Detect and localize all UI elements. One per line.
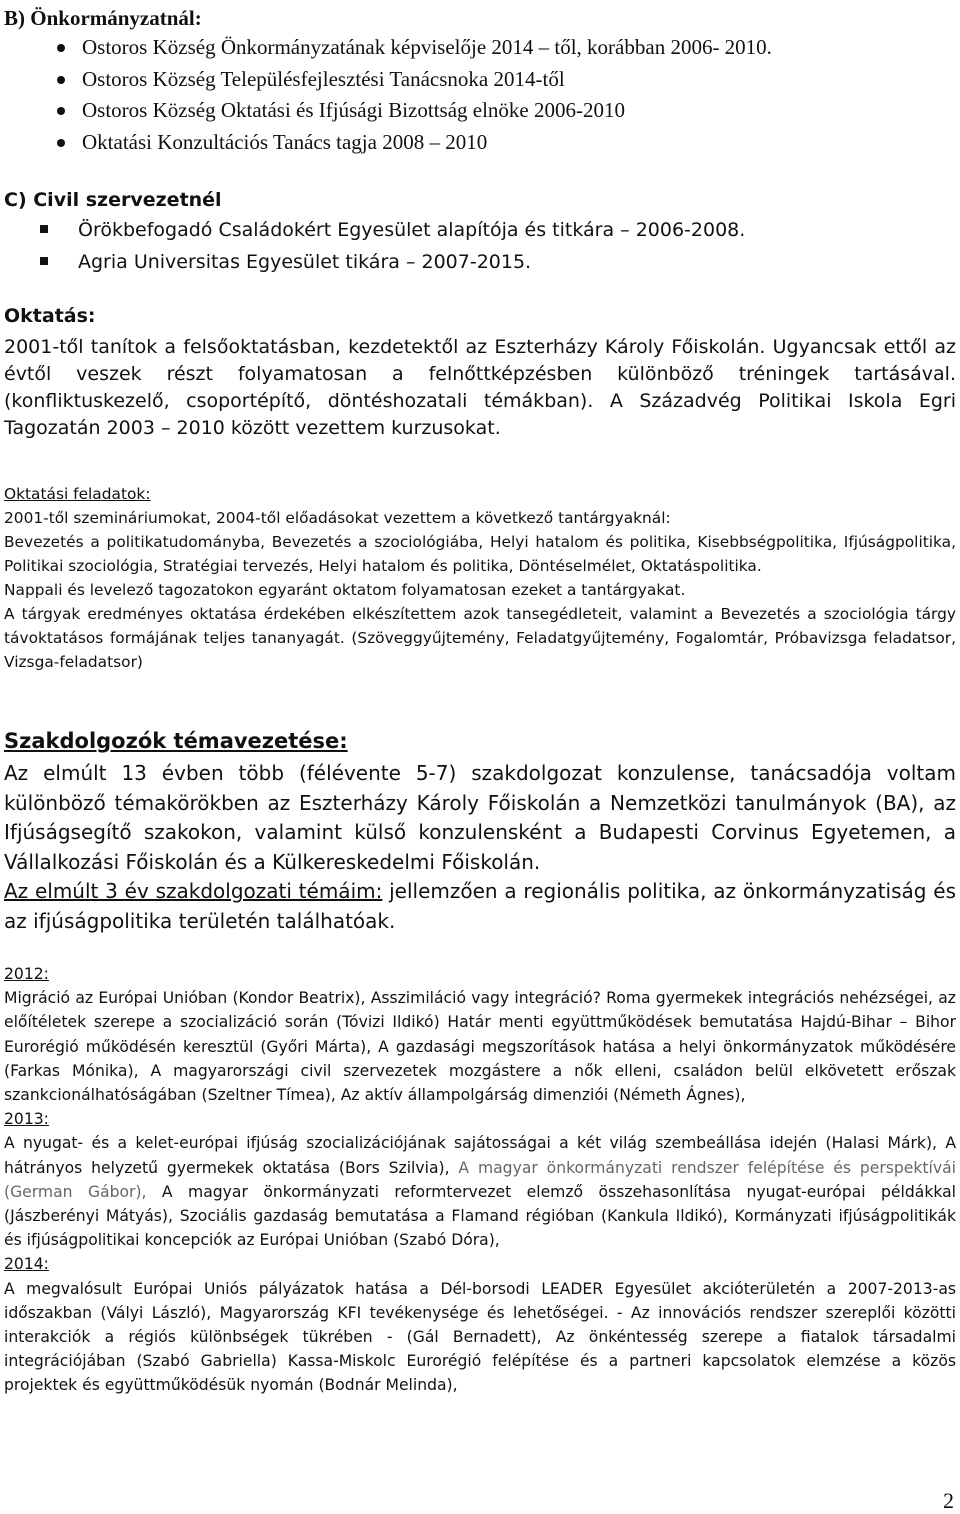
square-bullet-icon — [40, 225, 48, 233]
feladatok-paragraph: A tárgyak eredményes oktatása érdekében elkészítettem azok tansegédleteit, valamint a Bevezetés a szociológia tárgy távoktatásos formájának teljes tananyagát. (Szöveggyűjtemény, Feladatgyűjtemény, Fogalomtár, Próbavizsga feladatsor, Vizsga-feladatsor) — [4, 605, 956, 671]
themes-text: jellemzően a regionális politika, az önkormányzatiság és az ifjúságpolitika területén találhatóak. — [4, 879, 956, 933]
section-oktatas — [4, 302, 956, 442]
bullet-icon — [57, 44, 65, 52]
section-szakdolgozok — [4, 723, 956, 936]
year-heading: 2014: — [4, 1255, 49, 1274]
section-b — [4, 4, 956, 158]
year-theses: A megvalósult Európai Uniós pályázatok hatása a Dél-borsodi LEADER Egyesület akcióterületén a 2007-2013-as időszakban (Vályi László), Magyarország KFI tevékenysége és lehetőségei. - Az innovációs rendszer szereplői közötti interakciók a régiós különbségek tükrében - (Gál Bernadett), Az önkéntesség szerepe a fiatalok társadalmi integrációjában (Szabó Gabriella) Kassa-Miskolc Eurorégió felépítése és a partneri kapcsolatok elemzése a közös projektek és együttműködésük nyomán (Bodnár Melinda), — [4, 1279, 956, 1395]
section-feladatok — [4, 482, 956, 674]
section-c-heading: C) Civil szervezetnél — [4, 189, 222, 211]
themes-label: Az elmúlt 3 év szakdolgozati témáim: — [4, 879, 383, 903]
section-theses-by-year — [4, 962, 956, 1398]
year-heading: 2013: — [4, 1110, 49, 1129]
bullet-icon — [57, 76, 65, 84]
oktatas-body: 2001-től tanítok a felsőoktatásban, kezdetektől az Eszterházy Károly Főiskolán. Ugyancsak ettől az évtől veszek részt folyamatosan a felnőttképzésben különböző tréningek tartásával. (konfliktuskezelő, csoportépítő, döntéshozatali témákban). A Századvég Politikai Iskola Egri Tagozatán 2003 – 2010 között vezettem kurzusokat. — [4, 336, 956, 439]
feladatok-heading: Oktatási feladatok: — [4, 485, 151, 503]
square-bullet-icon — [40, 257, 48, 265]
section-c-list — [4, 214, 956, 278]
feladatok-paragraph: 2001-től szemináriumokat, 2004-től előadásokat vezettem a következő tantárgyaknál: — [4, 509, 671, 527]
year-theses: A nyugat- és a kelet-európai ifjúság szocializációjának sajátosságai a két világ szembeállása idején (Halasi Márk), A hátrányos helyzetű gyermekek oktatása (Bors Szilvia), A magyar önkormányzati rendszer felépítése és perspektívái (German Gábor), A magyar önkormányzati reformtervezet elemző összehasonlítása nyugat-európai példákkal (Jászberényi Mátyás), Szociális gazdaság bemutatása a Flamand régióban (Kankula Ildikó), Kormányzati ifjúságpolitikák és ifjúságpolitikai koncepciók az Európai Unióban (Szabó Dóra), — [4, 1134, 956, 1250]
section-c — [4, 186, 956, 278]
bullet-icon — [57, 139, 65, 147]
list-item: Ostoros Község Településfejlesztési Tanácsnoka 2014-től — [4, 64, 912, 96]
oktatas-heading: Oktatás: — [4, 305, 96, 327]
feladatok-paragraph: Bevezetés a politikatudományba, Bevezetés a szociológiába, Helyi hatalom és politika, Kisebbségpolitika, Ifjúságpolitika, Politikai szociológia, Stratégiai tervezés, Helyi hatalom és politika, Döntéselmélet, Oktatáspolitika. — [4, 533, 956, 575]
list-item: Agria Universitas Egyesület tikára – 2007-2015. — [4, 246, 956, 278]
year-heading: 2012: — [4, 965, 49, 983]
list-item: Ostoros Község Önkormányzatának képviselője 2014 – től, korábban 2006- 2010. — [4, 32, 912, 64]
year-theses: Migráció az Európai Unióban (Kondor Beatrix), Asszimiláció vagy integráció? Roma gyermekek integrációs nehézségei, az előítéletek szerepe a szocializáció során (Tóvizi Ildikó) Határ menti együttműködések bemutatása Hajdú-Bihar – Bihor Eurorégió működésén keresztül (Győri Márta), A gazdasági megszorítások hatása a helyi önkormányzatok működésére (Farkas Mónika), A magyarországi civil szervezetek mozgástere a nők elleni, családon belül elkövetett erőszak szankcionálhatóságában (Szeltner Tímea), Az aktív állampolgárság dimenziói (Németh Ágnes), — [4, 989, 956, 1105]
bullet-icon — [57, 107, 65, 115]
list-item: Örökbefogadó Családokért Egyesület alapítója és titkára – 2006-2008. — [4, 214, 956, 246]
gray-thesis: A magyar önkormányzati rendszer felépítése és perspektívái (German Gábor), — [4, 1158, 956, 1201]
section-b-list — [4, 32, 956, 158]
list-item: Oktatási Konzultációs Tanács tagja 2008 – 2010 — [4, 127, 912, 159]
szakdolgozok-body: Az elmúlt 13 évben több (félévente 5-7) szakdolgozat konzulense, tanácsadója voltam különböző témakörökben az Eszterházy Károly Főiskolán a Nemzetközi tanulmányok (BA), az Ifjúságsegítő szakokon, valamint külső konzulensként a Budapesti Corvinus Egyetemen, a Vállalkozási Főiskolán és a Külkereskedelmi Főiskolán. — [4, 761, 956, 874]
szakdolgozok-themes — [4, 877, 956, 936]
szakdolgozok-heading: Szakdolgozók témavezetése: — [4, 729, 348, 753]
page-number: 2 — [943, 1488, 954, 1513]
section-b-heading: B) Önkormányzatnál: — [4, 6, 202, 30]
feladatok-paragraph: Nappali és levelező tagozatokon egyaránt oktatom folyamatosan ezeket a tantárgyakat. — [4, 581, 686, 599]
list-item: Ostoros Község Oktatási és Ifjúsági Bizottság elnöke 2006-2010 — [4, 95, 912, 127]
